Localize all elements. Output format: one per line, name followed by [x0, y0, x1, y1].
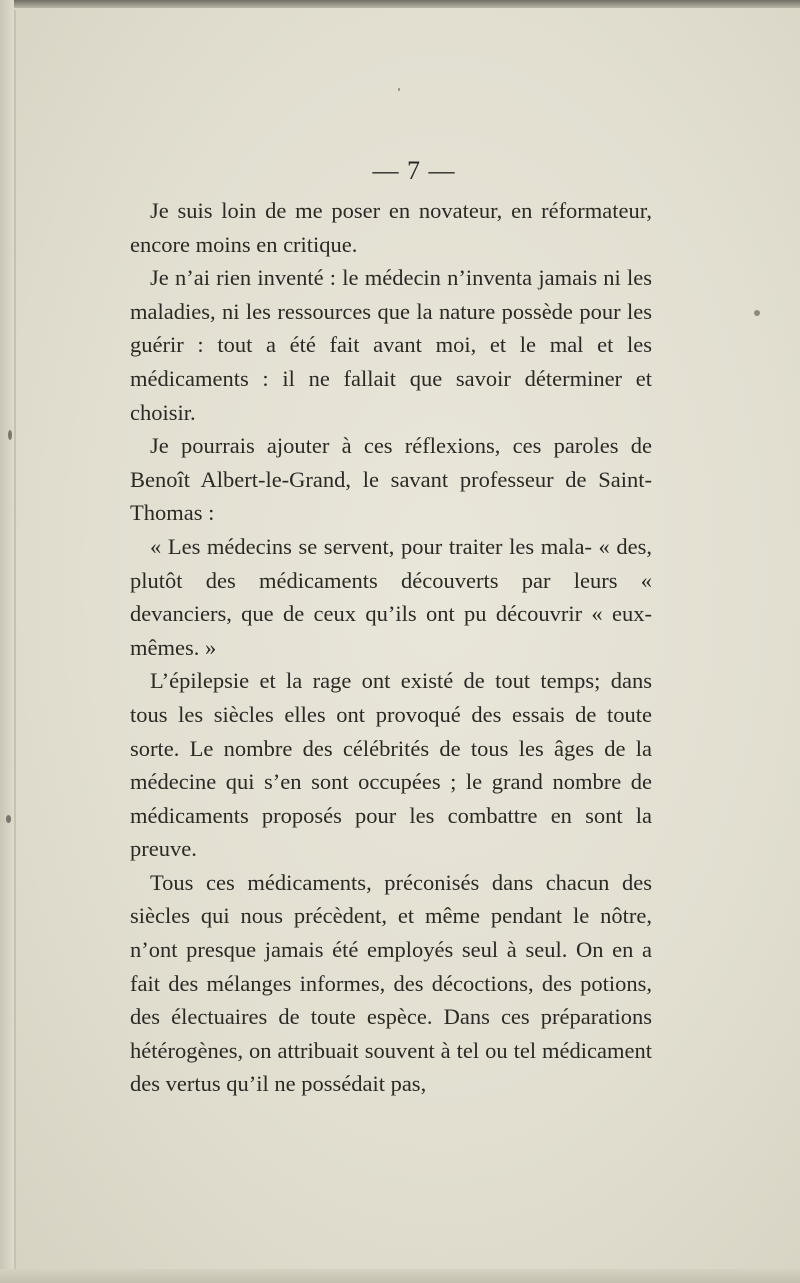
page-top-edge	[0, 0, 800, 8]
paper-speck	[8, 430, 12, 440]
paragraph-6: Tous ces médicaments, préconisés dans chacun des siècles qui nous précèdent, et même pendant le nôtre, n’ont presque jamais été employés seul à seul. On en a fait des mélanges informes, des décoctions, des potions, des électuaires de toute espèce. Dans ces préparations hétérogènes, on attribuait souvent à tel ou tel médicament des vertus qu’il ne possédait pas,	[130, 869, 652, 1097]
paper-speck	[398, 88, 400, 91]
quotation-paragraph: « Les médecins se servent, pour traiter les mala- « des, plutôt des médicaments découverts par leurs « devanciers, que de ceux qu’ils ont pu découvrir « eux-mêmes. »	[130, 533, 652, 660]
paper-speck	[6, 815, 11, 823]
paragraph-5: L’épilepsie et la rage ont existé de tout temps; dans tous les siècles elles ont provoqué des essais de toute sorte. Le nombre des célébrités de tous les âges de la médecine qui s’en sont occupées ; le grand nombre de médicaments proposés pour les combattre en sont la preuve.	[130, 668, 652, 862]
page-number: — 7 —	[372, 156, 456, 185]
paper-speck	[754, 310, 760, 316]
page-bottom-edge	[0, 1269, 800, 1283]
page-binding-edge	[0, 0, 14, 1283]
page-fold-line	[14, 10, 16, 1270]
body-text	[130, 194, 652, 1101]
paragraph-2: Je n’ai rien inventé : le médecin n’inventa jamais ni les maladies, ni les ressources que la nature possède pour les guérir : tout a été fait avant moi, et le mal et les médicaments : il ne fallait que savoir déterminer et choisir.	[130, 265, 652, 425]
paragraph-3: Je pourrais ajouter à ces réflexions, ces paroles de Benoît Albert-le-Grand, le savant professeur de Saint-Thomas :	[130, 433, 652, 526]
paragraph-1: Je suis loin de me poser en novateur, en réformateur, encore moins en critique.	[130, 198, 652, 257]
